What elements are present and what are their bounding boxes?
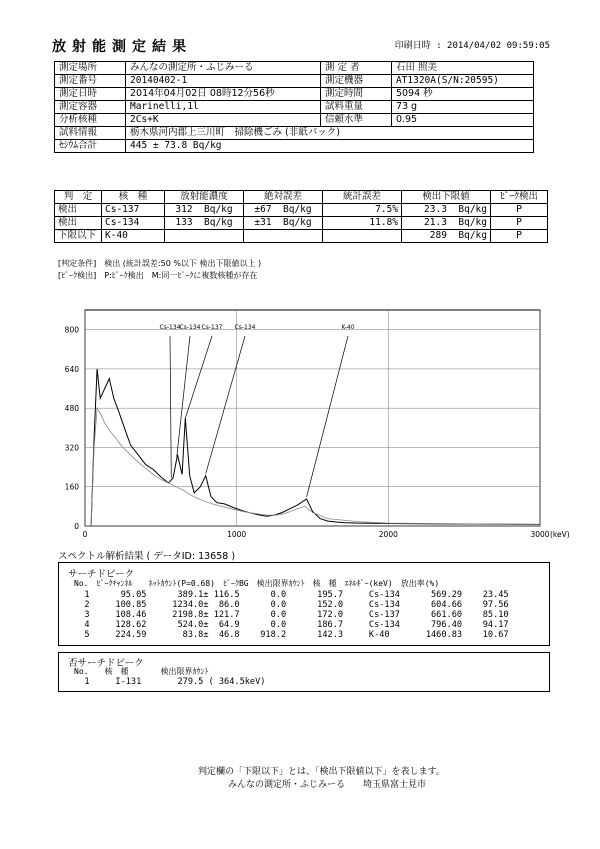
peak-condition: [ﾋﾟｰｸ検出] P:ﾋﾟｰｸ検出 M:同一ﾋﾟｰｸに複数核種が存在 [58,271,258,280]
y-ticks [65,326,80,531]
time-label: 測定時間 [320,88,391,101]
x-tick-label: 3000 [530,530,550,539]
footer-org: みんなの測定所・ふじみーる 埼玉県富士見市 [228,780,427,790]
cs-total-label: ｾｼｳﾑ合計 [55,140,126,153]
nuclide-cell: Cs-137 [102,204,165,217]
operator-label: 測 定 者 [320,62,391,75]
sample-value: 栃木県河内郡上三川町 掃除機ごみ (非紙パック) [126,127,534,140]
list-item: 3 108.46 2198.8± 121.7 0.0 172.0 Cs-137 661.60 85.10 [74,610,509,620]
judge-cell: 検出 [55,217,102,230]
location-value: みんなの測定所・ふじみーる [126,62,321,75]
table-row [55,230,548,243]
stat-err-cell: 7.5% [323,204,402,217]
time-value: 5094 秒 [391,88,533,101]
plot-frame [85,310,540,526]
list-item: 4 128.62 524.0± 64.9 0.0 186.7 Cs-134 796.40 94.17 [74,620,509,630]
confidence-value: 0.95 [391,114,533,127]
weight-value: 73 g [391,101,533,114]
list-item: 5 224.59 83.8± 46.8 918.2 142.3 K-40 1460.83 10.67 [74,630,509,640]
peak-cell: P [491,204,548,217]
list-item: 2 100.85 1234.0± 86.0 0.0 152.0 Cs-134 604.66 97.56 [74,600,509,610]
datetime-label: 測定日時 [55,88,126,101]
sample-label: 試料情報 [55,127,126,140]
list-item: 1 I-131 279.5 ( 364.5keV) [74,677,266,687]
footer-note: 判定欄の「下限以下」とは、「検出下限値以下」を表します。 [198,767,445,777]
judge-condition: [判定条件] 検出 (統計誤差:50 %以下 検出下限値以上 ) [58,259,262,268]
peak-label: Cs-134 [179,324,201,331]
number-value: 20140402-1 [126,75,321,88]
device-value: AT1320A(S/N:20595) [391,75,533,88]
y-tick-label: 320 [64,443,79,453]
header-peak: ﾋﾟｰｸ検出 [491,191,548,204]
number-label: 測定番号 [55,75,126,88]
peak-label: Cs-134 [234,324,256,331]
peak-label: Cs-137 [201,324,223,331]
x-axis-label: (keV) [550,530,570,539]
x-ticks [83,530,550,539]
lld-cell: 23.3 Bq/kg [402,204,491,217]
device-label: 測定機器 [320,75,391,88]
nuclide-cell: Cs-134 [102,217,165,230]
x-tick-label: 0 [82,530,88,539]
list-item: 1 95.05 389.1± 116.5 0.0 195.7 Cs-134 569.29 23.45 [74,590,509,600]
abs-err-cell: ±31 Bq/kg [244,217,323,230]
nuclide-cell: K-40 [102,230,165,243]
conc-cell [165,230,244,243]
container-value: Marinelli,1l [126,101,321,114]
non-search-peaks-header: No. 核 種 検出限界ｶｳﾝﾄ [74,667,209,676]
nuclide-label: 分析核種 [55,114,126,127]
lld-cell: 21.3 Bq/kg [402,217,491,230]
header-lld: 検出下限値 [402,191,491,204]
conc-cell: 133 Bq/kg [165,217,244,230]
judge-cell: 検出 [55,204,102,217]
spectrum-header: スペクトル解析結果 ( データID: 13658 ) [58,551,236,562]
abs-err-cell [244,230,323,243]
abs-err-cell: ±67 Bq/kg [244,204,323,217]
y-tick-label: 800 [64,325,79,335]
print-date: 印刷日時 : 2014/04/02 09:59:05 [394,41,550,51]
x-tick-label: 2000 [378,530,398,539]
conc-cell: 312 Bq/kg [165,204,244,217]
operator-value: 石田 照美 [391,62,533,75]
table-row [55,217,548,230]
peak-label: K-40 [341,324,355,331]
search-peaks-title: サーチドピーク [68,569,135,580]
container-label: 測定容器 [55,101,126,114]
measurement-info-table [54,61,534,153]
confidence-label: 信頼水準 [320,114,391,127]
header-concentration: 放射能濃度 [165,191,244,204]
spectrum-chart [30,300,570,545]
page-title: 放射能測定結果 [52,39,192,55]
y-tick-label: 480 [64,404,79,414]
datetime-value: 2014年04月02日 08時12分56秒 [126,88,321,101]
header-nuclide: 核 種 [102,191,165,204]
peak-cell: P [491,230,548,243]
search-peaks-header: No. ﾋﾟｰｸﾁｬﾝﾈﾙ ﾈｯﾄｶｳﾝﾄ(P=0.68) ﾋﾟｰｸBG 検出限界ｶｳﾝﾄ 核 種 ｴﾈﾙｷﾞｰ(keV) 放出率(%) [74,579,440,588]
header-judge: 判 定 [55,191,102,204]
stat-err-cell [323,230,402,243]
y-tick-label: 0 [74,522,79,531]
cs-total-value: 445 ± 73.8 Bq/kg [126,140,534,153]
peak-label: Cs-134 [159,324,181,331]
y-tick-label: 640 [64,364,79,374]
weight-label: 試料重量 [320,101,391,114]
y-tick-label: 160 [64,482,79,492]
peak-cell: P [491,217,548,230]
lld-cell: 289 Bq/kg [402,230,491,243]
header-stat-error: 統計誤差 [323,191,402,204]
nuclide-value: 2Cs+K [126,114,321,127]
stat-err-cell: 11.8% [323,217,402,230]
header-abs-error: 絶対誤差 [244,191,323,204]
location-label: 測定場所 [55,62,126,75]
non-search-peaks-title: 否サーチドピーク [68,658,144,669]
table-row [55,204,548,217]
results-table [54,190,548,243]
judge-cell: 下限以下 [55,230,102,243]
x-tick-label: 1000 [227,530,247,539]
